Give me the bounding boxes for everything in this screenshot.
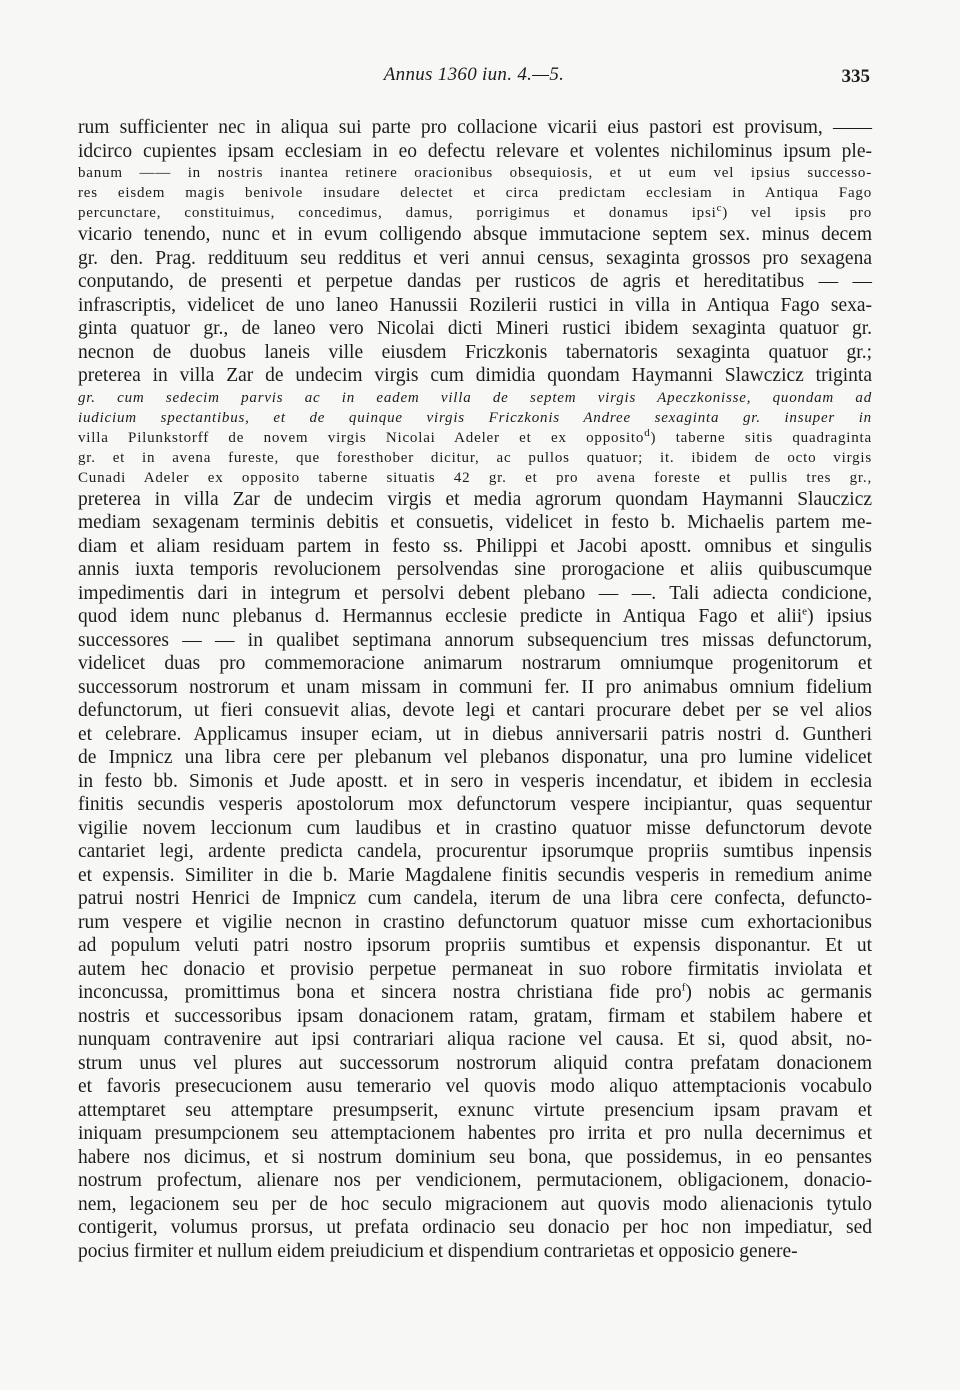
text-line: strum unus vel plures aut successorum nostrorum aliquid contra prefatam donacionem: [78, 1052, 872, 1074]
text-line: idcirco cupientes ipsam ecclesiam in eo defectu relevare et volentes nichilominus ipsum ple-: [78, 140, 872, 162]
paragraph-block-4: [78, 388, 872, 488]
text-segment: ) taberne sitis quadraginta: [650, 429, 872, 446]
text-segment: quod idem nunc plebanus d. Hermannus ecclesie predicte in Antiqua Fago et alii: [78, 606, 803, 627]
text-line: iudicium spectantibus, et de quinque virgis Friczkonis Andree sexaginta gr. insuper in: [78, 409, 872, 426]
text-line: necnon de duobus laneis ville eiusdem Friczkonis tabernatoris sexaginta quatuor gr.;: [78, 341, 872, 363]
text-line: patrui nostri Henrici de Impnicz cum candela, iterum de una libra cere confecta, defuncto-: [78, 888, 872, 909]
text-line: gr. den. Prag. reddituum seu redditus et veri annui census, sexaginta grossos pro sexagena: [78, 247, 872, 269]
text-line: iniquam presumpcionem seu attemptacionem habentes pro irrita et pro nulla decernimus et: [78, 1123, 872, 1144]
charter-text: [78, 116, 872, 1263]
text-line: ad populum veluti patri nostro ipsorum propriis sumtibus et expensis disponantur. Et ut: [78, 935, 872, 956]
text-line: annis iuxta temporis revolucionem persolvendas sine prorogacione et aliis quibuscumque: [78, 559, 872, 580]
text-line: vigilie novem leccionum cum laudibus et in crastino quatuor misse defunctorum devote: [78, 817, 872, 839]
text-line: gr. et in avena fureste, que foresthober dicitur, ac pullos quatuor; it. ibidem de octo virgis: [78, 449, 872, 466]
text-line: de Impnicz una libra cere per plebanum vel plebanos disponatur, una pro lumine videlicet: [78, 747, 872, 768]
text-line: pocius firmiter et nullum eidem preiudicium et dispendium contrarietas et opposicio genere-: [78, 1240, 798, 1262]
paragraph-block-1: [78, 116, 872, 163]
text-line: finitis secundis vesperis apostolorum mox defunctorum vespere incipiantur, quas sequentur: [78, 794, 872, 815]
text-line: et favoris presecucionem ausu temerario vel quovis modo aliquo attemptacionis vocabulo: [78, 1076, 872, 1097]
text-line: videlicet duas pro commemoracione animarum nostrarum omniumque progenitorum et: [78, 653, 872, 674]
footnote-mark-f: f: [681, 981, 686, 994]
text-line: habere nos dicimus, et si nostrum dominium seu bona, que possidemus, in eo pensantes: [78, 1146, 872, 1168]
text-line: nunquam contravenire aut ipsi contrariari aliqua racione vel causa. Et si, quod absit, no-: [78, 1029, 872, 1050]
text-line: [78, 981, 872, 1005]
text-line: [78, 428, 872, 448]
footnote-mark-e: e: [802, 605, 808, 618]
paragraph-block-5: [78, 488, 872, 1264]
text-line: vicario tenendo, nunc et in evum colligendo absque immutacione septem sex. minus decem: [78, 224, 872, 245]
text-line: ginta quatuor gr., de laneo vero Nicolai dicti Mineri rustici ibidem sexaginta quatuor gr.: [78, 318, 872, 339]
text-line: defunctorum, ut fieri consuevit alias, devote legi et cantari procurare debet per se vel alios: [78, 700, 872, 721]
text-segment: ) nobis ac germanis: [685, 982, 873, 1003]
text-line: in festo bb. Simonis et Jude apostt. et in sero in vesperis incendatur, et ibidem in ecclesia: [78, 770, 872, 792]
text-line: banum —— in nostris inantea retinere oracionibus obsequiosis, et ut eum vel ipsius successo-: [78, 165, 872, 181]
text-segment: inconcussa, promittimus bona et sincera nostra christiana fide pro: [78, 982, 682, 1003]
text-segment: ) ipsius: [807, 606, 872, 627]
text-line: infrascriptis, videlicet de uno laneo Hanussii Rozilerii rustici in villa in Antiqua Fago sexa-: [78, 294, 872, 316]
text-line: res eisdem magis benivole insudare delectet et circa predictam ecclesiam in Antiqua Fago: [78, 185, 872, 201]
text-line: conputando, de presenti et perpetue dandas per rusticos de agris et hereditatibus — —: [78, 271, 872, 292]
text-line: Cunadi Adeler ex opposito taberne situatis 42 gr. et pro avena foreste et pullis tres gr.,: [78, 469, 872, 486]
text-line: contigerit, volumus prorsus, ut prefata ordinacio seu donacio per hoc non impediatur, sed: [78, 1217, 872, 1238]
text-line: successorum nostrorum et unam missam in communi fer. II pro animabus omnium fidelium: [78, 676, 872, 698]
text-line: rum sufficienter nec in aliqua sui parte pro collacione vicarii eius pastori est provisum, ——: [78, 117, 872, 138]
text-line: gr. cum sedecim parvis ac in eadem villa de septem virgis Apeczkonisse, quondam ad: [78, 389, 872, 406]
text-line: nostrum profectum, alienare nos per vendicionem, permutacionem, obligacionem, donacio-: [78, 1170, 872, 1191]
footnote-mark-c: c: [716, 202, 723, 214]
text-line: impedimentis dari in integrum et persolvi debent plebano — —. Tali adiecta condicione,: [78, 582, 872, 604]
text-line: attemptaret seu attemptare presumpserit, exnunc virtute presencium ipsam pravam et: [78, 1099, 872, 1121]
footnote-mark-d: d: [644, 426, 651, 439]
text-line: et expensis. Similiter in die b. Marie Magdalene finitis secundis vesperis in remedium anime: [78, 864, 872, 886]
text-line: rum vespere et vigilie necnon in crastino defunctorum quatuor misse cum exhortacionibus: [78, 911, 872, 933]
text-line: preterea in villa Zar de undecim virgis et media agrorum quondam Haymanni Slauczicz: [78, 488, 872, 510]
text-line: nostris et successoribus ipsam donacionem ratam, gratam, firmam et stabilem habere et: [78, 1005, 872, 1027]
text-line: autem hec donacio et provisio perpetue permaneat in suo robore firmitatis inviolata et: [78, 958, 872, 980]
text-line: preterea in villa Zar de undecim virgis cum dimidia quondam Haymanni Slawczicz triginta: [78, 365, 872, 386]
paragraph-block-2: [78, 163, 872, 223]
running-head: Annus 1360 iun. 4.—5.: [383, 64, 565, 85]
text-segment: percunctare, constituimus, concedimus, damus, porrigimus et donamus ipsi: [78, 205, 717, 221]
page-header: [78, 64, 870, 90]
text-line: [78, 203, 872, 223]
text-line: diam et aliam residuam partem in festo ss. Philippi et Jacobi apostt. omnibus et singulis: [78, 535, 872, 557]
text-line: mediam sexagenam terminis debitis et consuetis, videlicet in festo b. Michaelis partem me-: [78, 512, 872, 533]
paragraph-block-3: [78, 223, 872, 388]
text-segment: villa Pilunkstorff de novem virgis Nicolai Adeler et ex opposito: [78, 429, 645, 446]
text-line: successores — — in qualibet septimana annorum subsequencium tres missas defunctorum,: [78, 629, 872, 651]
text-line: cantariet legi, ardente predicta candela, procurentur ipsorumque propriis sumtibus inpensis: [78, 841, 872, 862]
page-number: 335: [841, 66, 870, 87]
text-line: [78, 605, 872, 629]
text-segment: ) vel ipsis pro: [722, 205, 872, 221]
text-line: et celebrare. Applicamus insuper eciam, ut in diebus anniversarii patris nostri d. Guntheri: [78, 723, 872, 745]
text-line: nem, legacionem seu per de hoc seculo migracionem aut quovis modo alienacionis tytulo: [78, 1193, 872, 1215]
